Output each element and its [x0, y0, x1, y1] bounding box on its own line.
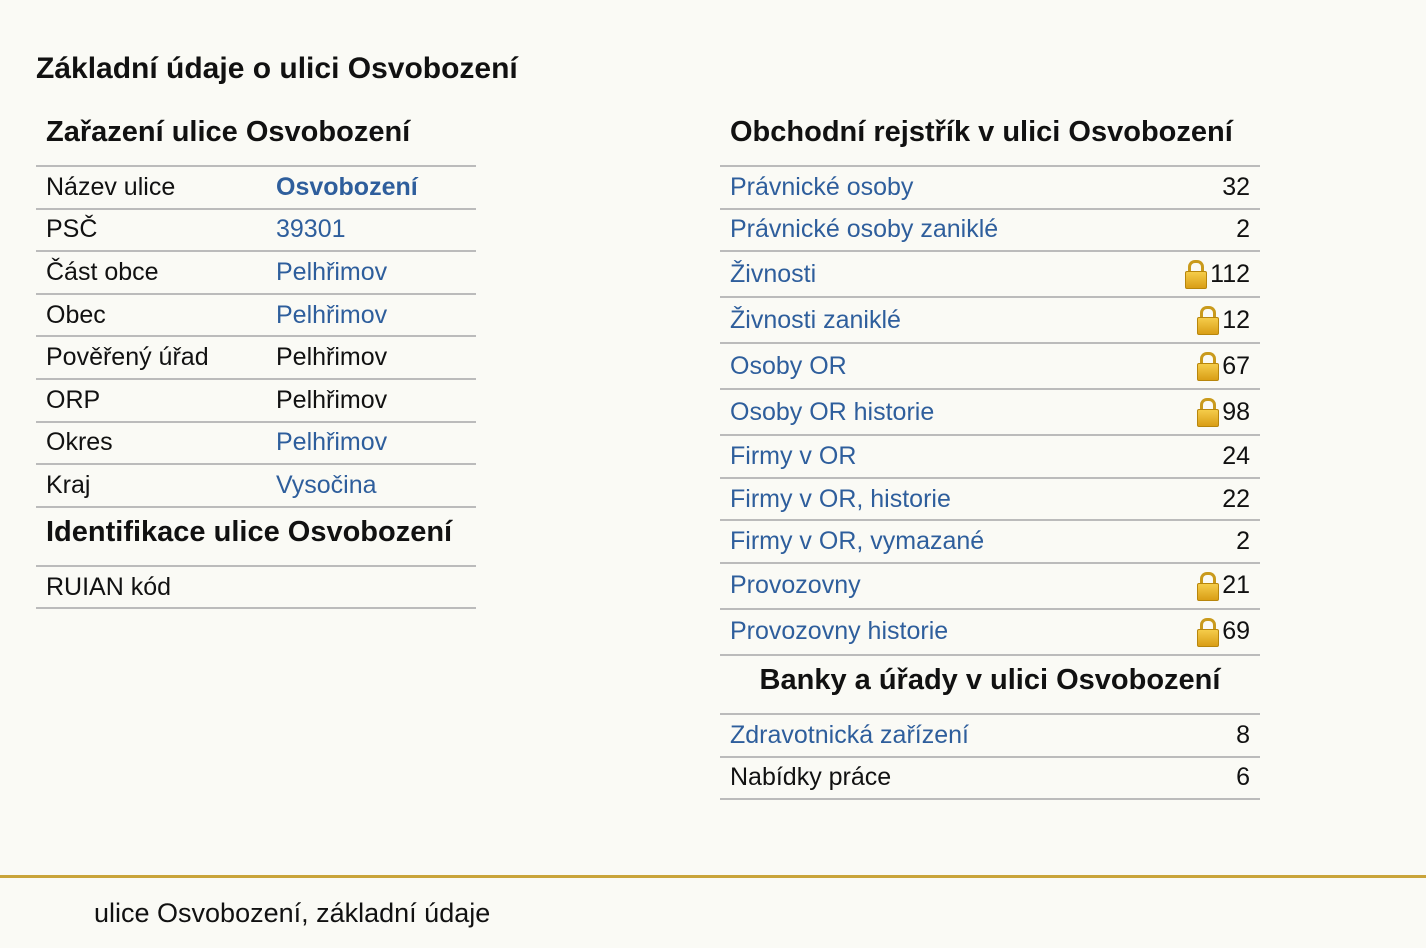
count-value: 6	[1236, 763, 1250, 792]
row-osoby-or-historie	[720, 390, 1260, 436]
lock-icon	[1196, 618, 1218, 646]
row-pravnicke-osoby-zanikle	[720, 210, 1260, 253]
row-label: Část obce	[46, 257, 159, 286]
zivnosti-zanikle-link[interactable]: Živnosti zaniklé	[730, 305, 901, 334]
count-value: 2	[1236, 527, 1250, 556]
page-title: Základní údaje o ulici Osvobození	[36, 52, 518, 85]
row-ruian	[36, 567, 476, 610]
row-pravnicke-osoby	[720, 167, 1260, 210]
row-zivnosti	[720, 252, 1260, 298]
row-label: Pověřený úřad	[46, 343, 209, 372]
row-label: RUIAN kód	[46, 572, 172, 601]
street-info-column	[36, 108, 476, 609]
row-label: Kraj	[46, 470, 91, 499]
count-value: 8	[1236, 720, 1250, 749]
row-zivnosti-zanikle	[720, 298, 1260, 344]
row-kraj	[36, 465, 476, 508]
row-label: PSČ	[46, 215, 98, 244]
povereny-urad-value: Pelhřimov	[276, 343, 388, 372]
firmy-v-or-link[interactable]: Firmy v OR	[730, 441, 857, 470]
row-psc	[36, 210, 476, 253]
row-orp	[36, 380, 476, 423]
provozovny-historie-link[interactable]: Provozovny historie	[730, 617, 949, 646]
orp-value: Pelhřimov	[276, 385, 388, 414]
count-value: 21	[1222, 571, 1250, 600]
row-osoby-or	[720, 344, 1260, 390]
row-zdravotnicka-zarizeni	[720, 715, 1260, 758]
footer-text: ulice Osvobození, základní údaje	[94, 898, 491, 928]
count-value: 112	[1210, 259, 1250, 288]
row-firmy-v-or-vymazane	[720, 521, 1260, 564]
row-firmy-v-or	[720, 436, 1260, 479]
row-label: Obec	[46, 300, 106, 329]
row-provozovny	[720, 564, 1260, 610]
row-obec	[36, 295, 476, 338]
kraj-link[interactable]: Vysočina	[276, 470, 377, 499]
street-name-link[interactable]: Osvobození	[276, 172, 418, 201]
section-title-obchodni-rejstrik: Obchodní rejstřík v ulici Osvobození	[720, 108, 1260, 167]
lock-icon	[1196, 572, 1218, 600]
row-nabidky-prace	[720, 758, 1260, 801]
row-label: Okres	[46, 428, 113, 457]
business-register-column	[720, 108, 1260, 800]
firmy-v-or-vymazane-link[interactable]: Firmy v OR, vymazané	[730, 527, 985, 556]
provozovny-link[interactable]: Provozovny	[730, 571, 861, 600]
cast-obce-link[interactable]: Pelhřimov	[276, 257, 388, 286]
psc-link[interactable]: 39301	[276, 215, 346, 244]
count-value: 24	[1222, 441, 1250, 470]
row-provozovny-historie	[720, 610, 1260, 656]
row-povereny-urad	[36, 337, 476, 380]
count-value: 12	[1222, 305, 1250, 334]
count-value: 22	[1222, 484, 1250, 513]
row-nazev-ulice	[36, 167, 476, 210]
row-label: Název ulice	[46, 172, 176, 201]
osoby-or-link[interactable]: Osoby OR	[730, 351, 847, 380]
section-title-zarazeni: Zařazení ulice Osvobození	[36, 108, 476, 167]
count-value: 2	[1236, 215, 1250, 244]
count-value: 67	[1222, 351, 1250, 380]
zdravotnicka-zarizeni-link[interactable]: Zdravotnická zařízení	[730, 720, 969, 749]
pravnicke-osoby-zanikle-link[interactable]: Právnické osoby zaniklé	[730, 215, 999, 244]
count-value: 69	[1222, 617, 1250, 646]
lock-icon	[1184, 260, 1206, 288]
section-title-identifikace: Identifikace ulice Osvobození	[36, 508, 476, 567]
lock-icon	[1196, 352, 1218, 380]
count-value: 32	[1222, 172, 1250, 201]
nabidky-prace-label: Nabídky práce	[730, 763, 892, 792]
section-title-banky: Banky a úřady v ulici Osvobození	[720, 656, 1260, 715]
row-okres	[36, 423, 476, 466]
pravnicke-osoby-link[interactable]: Právnické osoby	[730, 172, 914, 201]
firmy-v-or-historie-link[interactable]: Firmy v OR, historie	[730, 484, 951, 513]
okres-link[interactable]: Pelhřimov	[276, 428, 388, 457]
zivnosti-link[interactable]: Živnosti	[730, 259, 817, 288]
lock-icon	[1196, 398, 1218, 426]
row-cast-obce	[36, 252, 476, 295]
footer-divider	[0, 875, 1426, 878]
lock-icon	[1196, 306, 1218, 334]
obec-link[interactable]: Pelhřimov	[276, 300, 388, 329]
row-label: ORP	[46, 385, 101, 414]
count-value: 98	[1222, 397, 1250, 426]
row-firmy-v-or-historie	[720, 479, 1260, 522]
osoby-or-historie-link[interactable]: Osoby OR historie	[730, 397, 935, 426]
